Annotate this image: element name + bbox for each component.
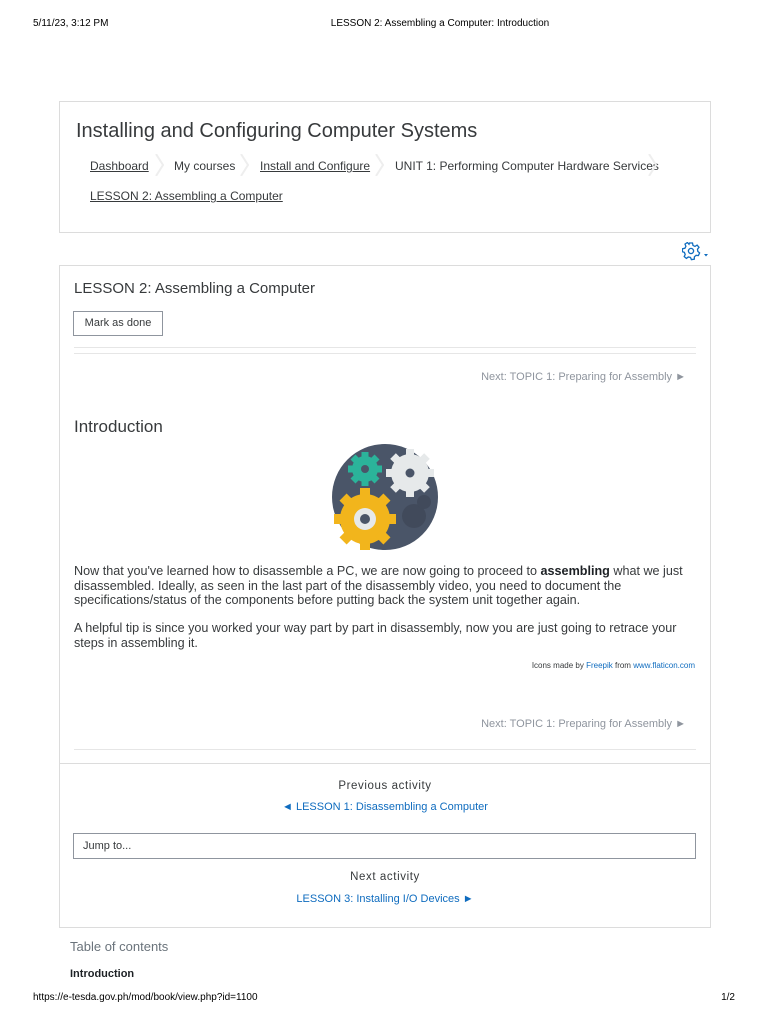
activity-navigation-divider (60, 763, 710, 764)
previous-activity-link[interactable]: ◄ LESSON 1: Disassembling a Computer (282, 801, 488, 813)
gear-icon (682, 242, 712, 262)
breadcrumb-lesson-2[interactable]: LESSON 2: Assembling a Computer (90, 189, 283, 203)
teal-gear (348, 452, 382, 486)
next-topic-label: TOPIC 1: Preparing for Assembly (509, 718, 673, 730)
print-footer (0, 992, 768, 1006)
divider (74, 347, 696, 348)
book-title: LESSON 2: Assembling a Computer (74, 280, 315, 297)
print-page-number: 1/2 (721, 992, 735, 1003)
chapter-title: Introduction (74, 417, 163, 436)
divider (74, 353, 696, 354)
breadcrumb-unit-1: UNIT 1: Performing Computer Hardware Services (395, 159, 659, 173)
breadcrumb-separator-icon (375, 154, 385, 176)
print-url: https://e-tesda.gov.ph/mod/book/view.php?id=1100 (33, 992, 258, 1003)
breadcrumb-separator-icon (648, 154, 658, 176)
next-topic-label: TOPIC 1: Preparing for Assembly (509, 371, 673, 383)
breadcrumb-separator-icon (240, 154, 250, 176)
next-arrow-icon: ► (675, 718, 686, 730)
divider (74, 749, 696, 750)
breadcrumb-separator-icon (155, 154, 165, 176)
credit-author-link[interactable]: Freepik (586, 661, 613, 670)
next-topic-link-top[interactable] (481, 371, 686, 383)
icon-credit: Icons made by Freepik from www.flaticon.com (531, 661, 695, 670)
mark-as-done-button[interactable]: Mark as done (73, 311, 163, 336)
jump-to-select[interactable]: Jump to... (73, 833, 696, 859)
toc-title: Table of contents (70, 939, 169, 954)
next-activity-link[interactable]: LESSON 3: Installing I/O Devices ► (296, 893, 474, 905)
caret-down-icon (704, 254, 708, 257)
next-topic-link-bottom[interactable] (481, 718, 686, 730)
print-document-title: LESSON 2: Assembling a Computer: Introduction (330, 18, 550, 29)
breadcrumb-dashboard[interactable]: Dashboard (90, 159, 149, 173)
next-prefix: Next: (481, 371, 510, 383)
next-arrow-icon: ► (675, 371, 686, 383)
print-header (0, 18, 768, 32)
previous-activity-label: Previous activity (338, 780, 432, 792)
course-header (59, 101, 711, 233)
breadcrumb-my-courses: My courses (174, 159, 236, 173)
book-content-card (59, 265, 711, 928)
gears-icon (332, 444, 438, 550)
intro-paragraph-1: Now that you've learned how to disassemble a PC, we are now going to proceed to assembling what we just disassembled. Ideally, as seen in the last part of the disassembly video, you need to document the specifications/status of the components before putting back the system unit together again. (74, 564, 683, 608)
yellow-gear (334, 488, 396, 550)
intro-paragraph-2: A helpful tip is since you worked your way part by part in disassembly, now you are just going to retrace your steps in assembling it. (74, 621, 677, 650)
settings-menu-button[interactable] (682, 242, 712, 262)
white-gear (386, 449, 434, 497)
next-prefix: Next: (481, 718, 510, 730)
next-activity-label: Next activity (350, 871, 420, 883)
emphasis-assembling: assembling (540, 564, 610, 578)
print-datetime: 5/11/23, 3:12 PM (33, 18, 109, 29)
credit-site-link[interactable]: www.flaticon.com (633, 661, 695, 670)
page-title: Installing and Configuring Computer Systems (76, 120, 478, 142)
breadcrumb-install-and-configure[interactable]: Install and Configure (260, 159, 371, 173)
toc-item-introduction[interactable]: Introduction (70, 968, 135, 980)
